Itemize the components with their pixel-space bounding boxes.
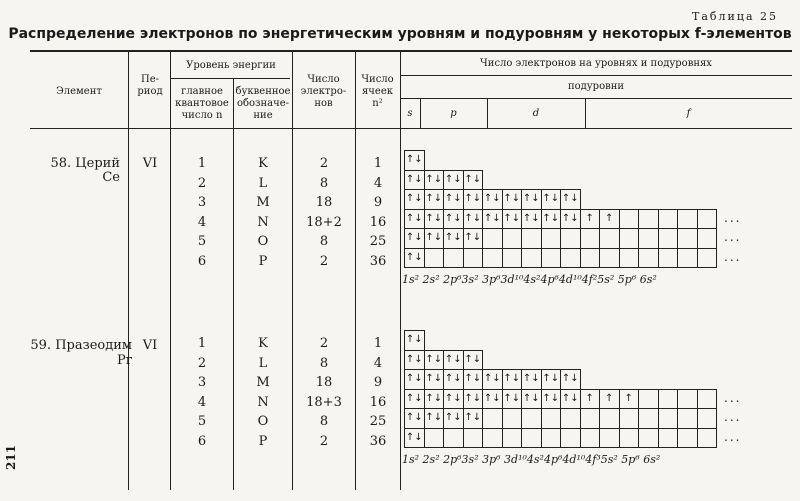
orbital-cell	[482, 408, 503, 429]
paired-electron-icon: ↑↓	[503, 373, 521, 384]
orbital-cell	[482, 428, 503, 449]
orbital-cell	[521, 369, 542, 390]
orbital-cell	[619, 408, 640, 429]
orbital-cell	[463, 170, 484, 191]
orbital-cell	[658, 209, 679, 230]
orbital-cell	[502, 389, 523, 410]
level-letter: K	[258, 336, 268, 351]
orbital-cell	[580, 209, 601, 230]
orbital-cell	[404, 350, 425, 371]
paired-electron-icon: ↑↓	[444, 173, 462, 185]
paired-electron-icon: ↑↓	[464, 392, 482, 404]
orbital-cell	[541, 209, 562, 230]
table-label: Таблица 25	[692, 10, 778, 23]
orbital-cell	[541, 408, 562, 429]
orbital-cell	[443, 408, 464, 429]
orbital-cell	[677, 248, 698, 269]
paired-electron-icon: ↑↓	[444, 373, 462, 384]
level-letter: K	[258, 156, 268, 171]
level-cells: 16	[369, 394, 387, 410]
orbital-cell	[404, 189, 425, 210]
level-electrons: 8	[319, 414, 329, 429]
paired-electron-icon: ↑↓	[483, 212, 501, 224]
level-cells: 1	[373, 336, 383, 351]
header-letter: буквенное обозначе- ние	[235, 86, 291, 121]
header-main-quantum: главное квантовое число n	[175, 86, 229, 121]
level-electrons: 18+3	[306, 394, 342, 410]
orbital-cell	[424, 428, 445, 449]
level-electrons: 2	[319, 336, 329, 351]
level-n: 2	[197, 175, 207, 191]
header-period: Пе- риод	[137, 74, 163, 97]
paired-electron-icon: ↑↓	[425, 193, 443, 204]
level-n: 6	[197, 433, 207, 449]
paired-electron-icon: ↑↓	[425, 353, 443, 365]
level-n: 5	[197, 234, 207, 249]
orbital-cell	[580, 428, 601, 449]
electron-configuration: 1s² 2s² 2p⁶3s² 3p⁶3d¹⁰4s²4p⁶4d¹⁰4f²5s² 5p⁶ 6s²	[402, 273, 657, 286]
level-cells: 1	[373, 156, 383, 171]
element-period: VI	[142, 156, 158, 171]
level-n: 3	[197, 195, 207, 210]
orbital-cell	[502, 228, 523, 249]
orbital-cell	[580, 228, 601, 249]
orbital-cell	[560, 209, 581, 230]
paired-electron-icon: ↑↓	[522, 373, 540, 384]
orbital-cell	[424, 170, 445, 191]
orbital-cell	[521, 428, 542, 449]
continuation-dots: ...	[724, 390, 742, 405]
single-electron-icon: ↑	[605, 392, 614, 404]
continuation-dots: ...	[724, 210, 742, 225]
paired-electron-icon: ↑↓	[542, 373, 560, 384]
orbital-cell	[482, 189, 503, 210]
element-symbol: Ce	[102, 170, 120, 185]
paired-electron-icon: ↑↓	[405, 431, 423, 443]
orbital-cell	[619, 389, 640, 410]
orbital-cell	[463, 408, 484, 429]
level-letter: L	[258, 175, 268, 191]
paired-electron-icon: ↑↓	[464, 353, 482, 365]
level-letter: O	[257, 414, 269, 429]
orbital-cell	[502, 248, 523, 269]
orbital-cell	[404, 209, 425, 230]
orbital-cell	[443, 170, 464, 191]
orbital-cell	[697, 248, 718, 269]
paired-electron-icon: ↑↓	[405, 334, 423, 345]
orbital-cell	[697, 428, 718, 449]
header-num-cells: Число ячеек n²	[361, 74, 394, 109]
level-n: 4	[197, 394, 207, 410]
level-cells: 25	[369, 414, 387, 429]
level-n: 3	[197, 375, 207, 390]
paired-electron-icon: ↑↓	[542, 193, 560, 204]
orbital-cell	[424, 369, 445, 390]
orbital-cell	[443, 189, 464, 210]
page-title: Распределение электронов по энергетическим уровням и подуровням у некоторых f-элементов	[8, 26, 792, 42]
orbital-cell	[482, 248, 503, 269]
orbital-cell	[658, 408, 679, 429]
paired-electron-icon: ↑↓	[405, 232, 423, 243]
paired-electron-icon: ↑↓	[561, 392, 579, 404]
orbital-cell	[521, 189, 542, 210]
paired-electron-icon: ↑↓	[483, 193, 501, 204]
paired-electron-icon: ↑↓	[464, 193, 482, 204]
orbital-cell	[463, 389, 484, 410]
orbital-cell	[658, 428, 679, 449]
orbital-cell	[580, 408, 601, 429]
level-n: 1	[197, 156, 207, 171]
level-electrons: 2	[319, 253, 329, 269]
orbital-cell	[424, 209, 445, 230]
paired-electron-icon: ↑↓	[464, 373, 482, 384]
level-electrons: 8	[319, 175, 329, 191]
orbital-cell	[560, 189, 581, 210]
orbital-cell	[404, 389, 425, 410]
paired-electron-icon: ↑↓	[425, 232, 443, 243]
level-electrons: 8	[319, 234, 329, 249]
paired-electron-icon: ↑↓	[425, 412, 443, 423]
level-electrons: 8	[319, 355, 329, 371]
orbital-cell	[677, 209, 698, 230]
paired-electron-icon: ↑↓	[503, 212, 521, 224]
orbital-cell	[541, 428, 562, 449]
header-energy-level: Уровень энергии	[186, 60, 276, 71]
single-electron-icon: ↑	[585, 392, 594, 404]
element-symbol: Pr	[117, 353, 132, 368]
orbital-cell	[443, 428, 464, 449]
orbital-cell	[677, 408, 698, 429]
continuation-dots: ...	[724, 410, 742, 424]
element-name: 59. Празеодим	[30, 338, 132, 353]
paired-electron-icon: ↑↓	[522, 392, 540, 404]
orbital-cell	[463, 248, 484, 269]
paired-electron-icon: ↑↓	[444, 212, 462, 224]
orbital-cell	[677, 228, 698, 249]
level-cells: 36	[369, 253, 387, 269]
element-name: 58. Церий	[50, 156, 120, 171]
orbital-cell	[697, 408, 718, 429]
level-letter: N	[257, 394, 269, 410]
header-p: p	[450, 108, 457, 119]
level-letter: L	[258, 355, 268, 371]
orbital-cell	[404, 150, 425, 171]
level-cells: 9	[373, 195, 383, 210]
paired-electron-icon: ↑↓	[405, 193, 423, 204]
level-electrons: 2	[319, 433, 329, 449]
header-electrons-on-levels: Число электронов на уровнях и подуровнях	[480, 58, 712, 69]
orbital-cell	[404, 248, 425, 269]
level-cells: 36	[369, 433, 387, 449]
level-n: 5	[197, 414, 207, 429]
paired-electron-icon: ↑↓	[464, 412, 482, 423]
paired-electron-icon: ↑↓	[405, 353, 423, 365]
level-electrons: 18	[315, 375, 333, 390]
orbital-cell	[599, 389, 620, 410]
orbital-cell	[443, 209, 464, 230]
orbital-cell	[443, 248, 464, 269]
orbital-cell	[404, 408, 425, 429]
paired-electron-icon: ↑↓	[444, 232, 462, 243]
header-f: f	[686, 108, 691, 119]
orbital-cell	[619, 228, 640, 249]
orbital-cell	[638, 209, 659, 230]
paired-electron-icon: ↑↓	[464, 212, 482, 224]
orbital-cell	[424, 228, 445, 249]
orbital-cell	[638, 428, 659, 449]
orbital-cell	[502, 189, 523, 210]
single-electron-icon: ↑	[585, 212, 594, 224]
paired-electron-icon: ↑↓	[561, 193, 579, 204]
orbital-cell	[560, 408, 581, 429]
orbital-cell	[560, 228, 581, 249]
orbital-cell	[619, 248, 640, 269]
orbital-cell	[541, 389, 562, 410]
orbital-cell	[404, 228, 425, 249]
paired-electron-icon: ↑↓	[405, 154, 423, 165]
orbital-cell	[443, 350, 464, 371]
orbital-cell	[443, 389, 464, 410]
orbital-cell	[677, 389, 698, 410]
orbital-cell	[502, 209, 523, 230]
paired-electron-icon: ↑↓	[405, 212, 423, 224]
orbital-cell	[658, 389, 679, 410]
level-letter: P	[258, 253, 268, 269]
paired-electron-icon: ↑↓	[483, 392, 501, 404]
paired-electron-icon: ↑↓	[425, 173, 443, 185]
paired-electron-icon: ↑↓	[522, 212, 540, 224]
orbital-cell	[638, 228, 659, 249]
level-letter: P	[258, 433, 268, 449]
paired-electron-icon: ↑↓	[542, 392, 560, 404]
paired-electron-icon: ↑↓	[464, 173, 482, 185]
paired-electron-icon: ↑↓	[444, 412, 462, 423]
single-electron-icon: ↑	[624, 392, 633, 404]
header-s: s	[407, 108, 413, 119]
orbital-cell	[599, 408, 620, 429]
level-letter: M	[256, 195, 270, 210]
level-cells: 16	[369, 214, 387, 230]
paired-electron-icon: ↑↓	[444, 193, 462, 204]
orbital-cell	[502, 428, 523, 449]
orbital-cell	[463, 189, 484, 210]
orbital-cell	[560, 428, 581, 449]
paired-electron-icon: ↑↓	[483, 373, 501, 384]
orbital-cell	[541, 248, 562, 269]
orbital-cell	[560, 389, 581, 410]
level-electrons: 18	[315, 195, 333, 210]
orbital-cell	[599, 428, 620, 449]
orbital-cell	[521, 228, 542, 249]
level-cells: 4	[373, 175, 383, 191]
orbital-cell	[463, 369, 484, 390]
orbital-cell	[599, 248, 620, 269]
orbital-cell	[424, 189, 445, 210]
level-n: 4	[197, 214, 207, 230]
orbital-cell	[424, 408, 445, 429]
paired-electron-icon: ↑↓	[561, 212, 579, 224]
orbital-cell	[424, 248, 445, 269]
orbital-cell	[521, 248, 542, 269]
paired-electron-icon: ↑↓	[542, 212, 560, 224]
orbital-cell	[521, 389, 542, 410]
continuation-dots: ...	[724, 230, 742, 244]
electron-configuration: 1s² 2s² 2p⁶3s² 3p⁶ 3d¹⁰4s²4p⁶4d¹⁰4f³5s² 5p⁶ 6s²	[402, 453, 661, 466]
orbital-cell	[619, 428, 640, 449]
page-number: 211	[4, 444, 18, 470]
orbital-cell	[404, 428, 425, 449]
paired-electron-icon: ↑↓	[425, 392, 443, 404]
paired-electron-icon: ↑↓	[405, 173, 423, 185]
paired-electron-icon: ↑↓	[444, 392, 462, 404]
orbital-cell	[658, 248, 679, 269]
orbital-cell	[541, 189, 562, 210]
level-cells: 4	[373, 355, 383, 371]
paired-electron-icon: ↑↓	[425, 373, 443, 384]
orbital-cell	[560, 369, 581, 390]
level-letter: O	[257, 234, 269, 249]
level-letter: M	[256, 375, 270, 390]
paired-electron-icon: ↑↓	[464, 232, 482, 243]
continuation-dots: ...	[724, 249, 742, 264]
orbital-cell	[541, 369, 562, 390]
header-element: Элемент	[56, 86, 102, 97]
orbital-cell	[463, 350, 484, 371]
paired-electron-icon: ↑↓	[405, 412, 423, 423]
paired-electron-icon: ↑↓	[561, 373, 579, 384]
orbital-cell	[697, 228, 718, 249]
paired-electron-icon: ↑↓	[444, 353, 462, 365]
orbital-cell	[599, 209, 620, 230]
level-n: 6	[197, 253, 207, 269]
orbital-cell	[580, 248, 601, 269]
orbital-cell	[638, 389, 659, 410]
orbital-cell	[580, 389, 601, 410]
orbital-cell	[404, 170, 425, 191]
level-electrons: 18+2	[306, 214, 342, 230]
continuation-dots: ...	[724, 429, 742, 444]
orbital-cell	[560, 248, 581, 269]
orbital-cell	[482, 389, 503, 410]
orbital-cell	[424, 389, 445, 410]
orbital-cell	[463, 228, 484, 249]
orbital-cell	[619, 209, 640, 230]
header-sublevels: подуровни	[567, 81, 625, 92]
orbital-cell	[463, 428, 484, 449]
paired-electron-icon: ↑↓	[522, 193, 540, 204]
orbital-cell	[463, 209, 484, 230]
orbital-cell	[521, 408, 542, 429]
orbital-cell	[404, 369, 425, 390]
orbital-cell	[424, 350, 445, 371]
orbital-cell	[443, 228, 464, 249]
paired-electron-icon: ↑↓	[503, 392, 521, 404]
header-num-electrons: Число электро- нов	[300, 74, 347, 109]
level-n: 2	[197, 355, 207, 371]
orbital-cell	[482, 369, 503, 390]
single-electron-icon: ↑	[605, 212, 614, 224]
orbital-cell	[541, 228, 562, 249]
orbital-cell	[502, 408, 523, 429]
level-n: 1	[197, 336, 207, 351]
paired-electron-icon: ↑↓	[405, 392, 423, 404]
orbital-cell	[677, 428, 698, 449]
orbital-cell	[658, 228, 679, 249]
orbital-cell	[404, 330, 425, 351]
level-electrons: 2	[319, 156, 329, 171]
paired-electron-icon: ↑↓	[405, 373, 423, 384]
orbital-cell	[521, 209, 542, 230]
orbital-cell	[502, 369, 523, 390]
orbital-cell	[482, 209, 503, 230]
element-period: VI	[142, 338, 158, 353]
level-cells: 25	[369, 234, 387, 249]
orbital-cell	[638, 408, 659, 429]
level-cells: 9	[373, 375, 383, 390]
paired-electron-icon: ↑↓	[503, 193, 521, 204]
level-letter: N	[257, 214, 269, 230]
orbital-cell	[697, 209, 718, 230]
orbital-cell	[482, 228, 503, 249]
orbital-cell	[697, 389, 718, 410]
orbital-cell	[599, 228, 620, 249]
header-d: d	[532, 108, 540, 119]
orbital-cell	[443, 369, 464, 390]
paired-electron-icon: ↑↓	[405, 251, 423, 263]
orbital-cell	[638, 248, 659, 269]
paired-electron-icon: ↑↓	[425, 212, 443, 224]
